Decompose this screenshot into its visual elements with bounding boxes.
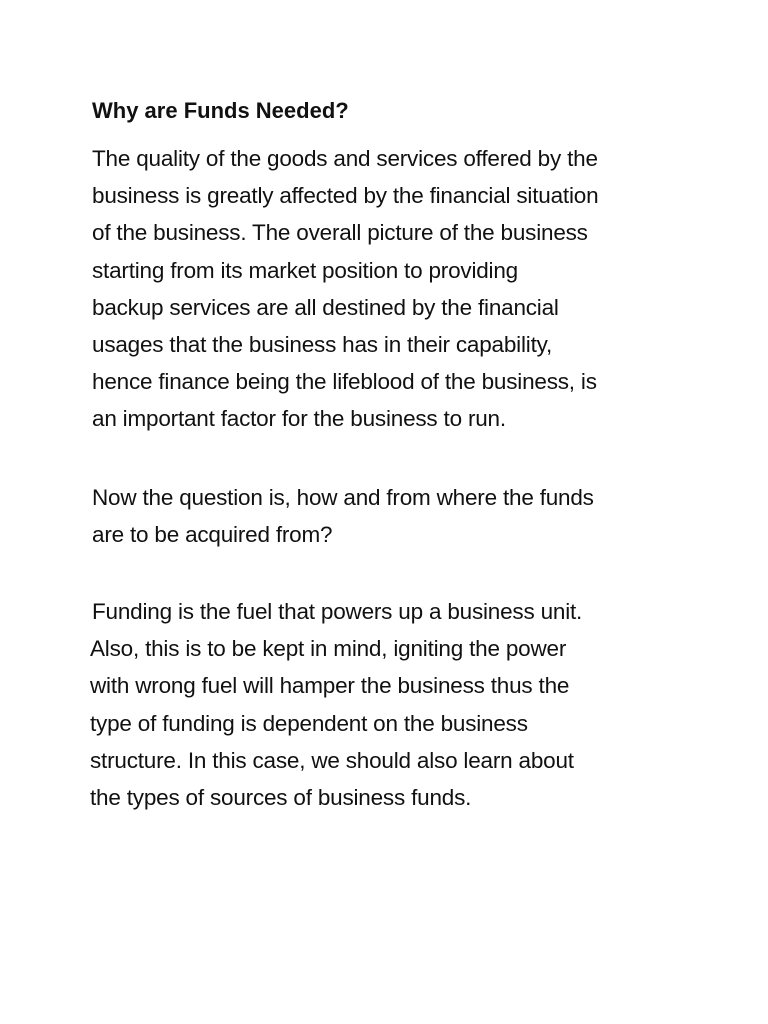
paragraph-line: Funding is the fuel that powers up a business unit. (92, 599, 583, 624)
paragraph-line: hence finance being the lifeblood of the business, is (92, 369, 597, 395)
paragraph-line: starting from its market position to providing (92, 257, 518, 283)
paragraph-line: Now the question is, how and from where the funds (92, 485, 594, 510)
paragraph-line: are to be acquired from? (92, 522, 333, 548)
page-title: Why are Funds Needed? (92, 98, 349, 123)
paragraph-line: The quality of the goods and services offered by the (92, 146, 598, 171)
paragraph-question (92, 479, 594, 553)
paragraph-funding-importance (92, 140, 598, 438)
paragraph-funding-fuel (90, 593, 582, 816)
paragraph-line: type of funding is dependent on the business (90, 710, 528, 736)
paragraph-line: structure. In this case, we should also learn about (90, 747, 574, 773)
paragraph-line: an important factor for the business to run. (92, 406, 506, 432)
paragraph-line: of the business. The overall picture of the business (92, 220, 588, 246)
paragraph-line: business is greatly affected by the financial situation (92, 183, 599, 209)
paragraph-line: usages that the business has in their capability, (92, 332, 553, 358)
paragraph-line: Also, this is to be kept in mind, igniting the power (90, 636, 567, 662)
paragraph-line: the types of sources of business funds. (90, 785, 472, 811)
paragraph-line: backup services are all destined by the financial (92, 294, 559, 320)
paragraph-line: with wrong fuel will hamper the business thus the (90, 673, 570, 699)
